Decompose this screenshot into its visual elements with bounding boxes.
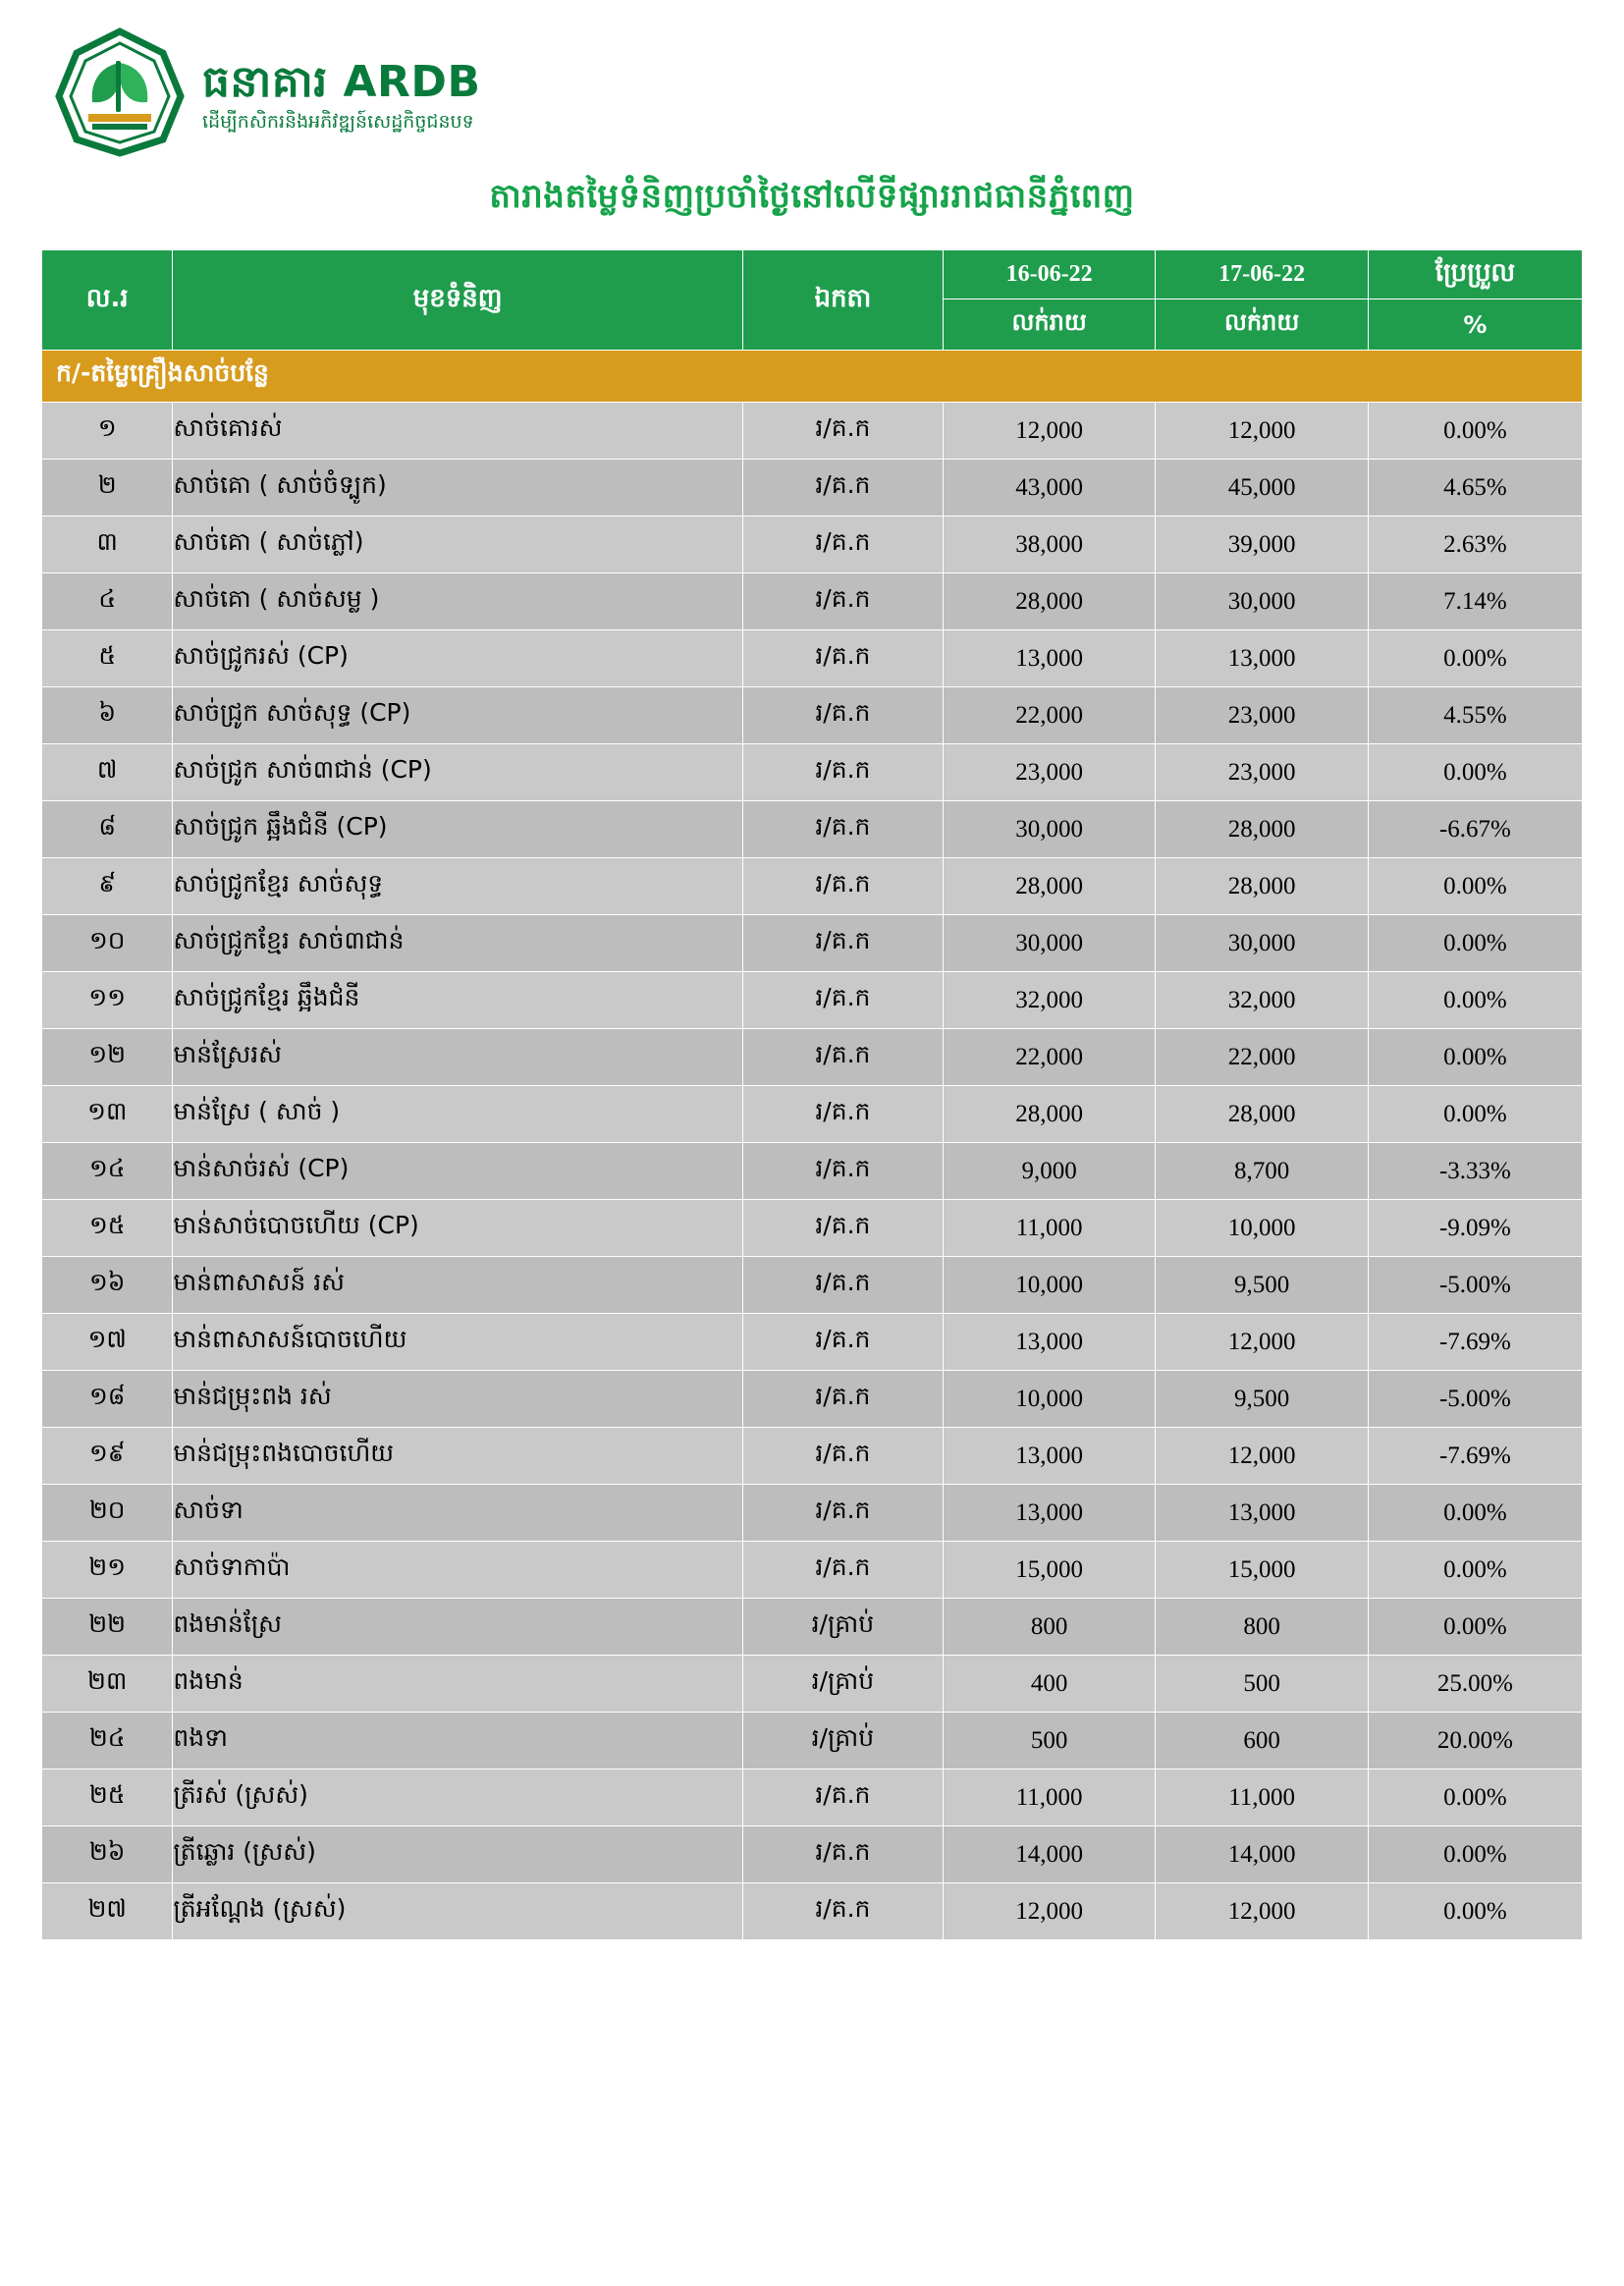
header-unit: ឯកតា <box>742 250 943 351</box>
cell-d2: 13,000 <box>1156 630 1369 687</box>
table-row <box>42 1713 1583 1769</box>
cell-no: ២៣ <box>42 1656 173 1713</box>
cell-item: សាច់ជ្រូក សាច់សុទ្ធ (CP) <box>173 687 743 744</box>
cell-chg: -5.00% <box>1368 1371 1582 1428</box>
cell-d1: 9,000 <box>943 1143 1156 1200</box>
table-row <box>42 1257 1583 1314</box>
cell-d2: 22,000 <box>1156 1029 1369 1086</box>
table-row <box>42 1485 1583 1542</box>
table-row <box>42 801 1583 858</box>
cell-d1: 13,000 <box>943 630 1156 687</box>
cell-d1: 12,000 <box>943 403 1156 460</box>
cell-item: សាច់ជ្រូកខ្មែរ សាច់សុទ្ធ <box>173 858 743 915</box>
cell-d2: 28,000 <box>1156 1086 1369 1143</box>
document-header <box>41 27 1583 157</box>
cell-no: ១០ <box>42 915 173 972</box>
cell-d1: 400 <box>943 1656 1156 1713</box>
cell-unit: រ/គ.ក <box>742 1029 943 1086</box>
cell-item: សាច់គោ ( សាច់ភ្លៅ) <box>173 517 743 573</box>
table-row <box>42 1428 1583 1485</box>
cell-d1: 11,000 <box>943 1769 1156 1826</box>
header-date-1: 16-06-22 <box>943 250 1156 299</box>
cell-unit: រ/គ.ក <box>742 403 943 460</box>
table-section-row <box>42 351 1583 403</box>
cell-no: ១៩ <box>42 1428 173 1485</box>
cell-item: ត្រីអណ្តែង (ស្រស់) <box>173 1883 743 1940</box>
cell-d2: 9,500 <box>1156 1371 1369 1428</box>
bank-leaf-logo-icon <box>55 27 185 157</box>
cell-no: ២០ <box>42 1485 173 1542</box>
cell-unit: រ/គ.ក <box>742 1257 943 1314</box>
cell-no: ៨ <box>42 801 173 858</box>
cell-item: មាន់ពាសាសន៍បោចហើយ <box>173 1314 743 1371</box>
cell-no: ២១ <box>42 1542 173 1599</box>
cell-no: ១ <box>42 403 173 460</box>
cell-unit: រ/គ.ក <box>742 1883 943 1940</box>
header-no: ល.រ <box>42 250 173 351</box>
cell-chg: 0.00% <box>1368 1769 1582 1826</box>
cell-no: ២៧ <box>42 1883 173 1940</box>
cell-no: ២ <box>42 460 173 517</box>
table-row <box>42 1826 1583 1883</box>
cell-d1: 30,000 <box>943 801 1156 858</box>
cell-d2: 23,000 <box>1156 687 1369 744</box>
cell-item: ពងទា <box>173 1713 743 1769</box>
table-row <box>42 517 1583 573</box>
cell-d2: 28,000 <box>1156 858 1369 915</box>
cell-chg: 4.55% <box>1368 687 1582 744</box>
cell-d1: 28,000 <box>943 573 1156 630</box>
cell-no: ៤ <box>42 573 173 630</box>
cell-no: ៩ <box>42 858 173 915</box>
table-row <box>42 744 1583 801</box>
cell-unit: រ/គ.ក <box>742 687 943 744</box>
cell-no: ១១ <box>42 972 173 1029</box>
cell-d1: 500 <box>943 1713 1156 1769</box>
cell-unit: រ/គ.ក <box>742 1143 943 1200</box>
cell-d1: 28,000 <box>943 858 1156 915</box>
cell-no: ១២ <box>42 1029 173 1086</box>
cell-no: ២២ <box>42 1599 173 1656</box>
cell-no: ១៧ <box>42 1314 173 1371</box>
cell-d1: 43,000 <box>943 460 1156 517</box>
table-row <box>42 1883 1583 1940</box>
cell-chg: 20.00% <box>1368 1713 1582 1769</box>
cell-no: ២៤ <box>42 1713 173 1769</box>
cell-chg: 0.00% <box>1368 972 1582 1029</box>
cell-d1: 22,000 <box>943 687 1156 744</box>
header-change: ប្រែប្រួល <box>1368 250 1582 299</box>
table-row <box>42 972 1583 1029</box>
cell-d2: 30,000 <box>1156 573 1369 630</box>
cell-unit: រ/គ្រាប់ <box>742 1599 943 1656</box>
cell-d2: 8,700 <box>1156 1143 1369 1200</box>
cell-chg: 0.00% <box>1368 1029 1582 1086</box>
cell-d2: 500 <box>1156 1656 1369 1713</box>
table-section-label: ក/-តម្លៃគ្រឿងសាច់បន្លែ <box>42 351 1583 403</box>
brand-name: ធនាគារ ARDB <box>202 57 481 108</box>
cell-chg: 4.65% <box>1368 460 1582 517</box>
table-row <box>42 403 1583 460</box>
cell-no: ១៣ <box>42 1086 173 1143</box>
table-row <box>42 1200 1583 1257</box>
cell-d2: 39,000 <box>1156 517 1369 573</box>
cell-item: ពងមាន់ <box>173 1656 743 1713</box>
page-title: តារាងតម្លៃទំនិញប្រចាំថ្ងៃនៅលើទីផ្សាររាជធានីភ្នំពេញ <box>489 177 1135 216</box>
cell-chg: 25.00% <box>1368 1656 1582 1713</box>
cell-unit: រ/គ.ក <box>742 1826 943 1883</box>
price-table <box>41 249 1583 1940</box>
cell-item: សាច់ទា <box>173 1485 743 1542</box>
cell-no: ២៥ <box>42 1769 173 1826</box>
cell-d2: 28,000 <box>1156 801 1369 858</box>
cell-d2: 23,000 <box>1156 744 1369 801</box>
cell-chg: 0.00% <box>1368 1542 1582 1599</box>
cell-item: មាន់ជម្រុះពង រស់ <box>173 1371 743 1428</box>
header-sub-1: លក់រាយ <box>943 299 1156 351</box>
cell-d1: 12,000 <box>943 1883 1156 1940</box>
table-row <box>42 573 1583 630</box>
table-row <box>42 1599 1583 1656</box>
cell-d2: 12,000 <box>1156 1314 1369 1371</box>
cell-d1: 22,000 <box>943 1029 1156 1086</box>
cell-d1: 32,000 <box>943 972 1156 1029</box>
cell-d2: 12,000 <box>1156 1428 1369 1485</box>
cell-unit: រ/គ.ក <box>742 573 943 630</box>
table-row <box>42 1656 1583 1713</box>
cell-d1: 13,000 <box>943 1485 1156 1542</box>
cell-chg: 0.00% <box>1368 1485 1582 1542</box>
cell-d2: 800 <box>1156 1599 1369 1656</box>
cell-item: មាន់ស្រែរស់ <box>173 1029 743 1086</box>
table-body <box>42 351 1583 1940</box>
cell-d1: 38,000 <box>943 517 1156 573</box>
cell-no: ១៤ <box>42 1143 173 1200</box>
header-date-2: 17-06-22 <box>1156 250 1369 299</box>
cell-chg: 0.00% <box>1368 858 1582 915</box>
cell-unit: រ/គ.ក <box>742 915 943 972</box>
cell-chg: -7.69% <box>1368 1314 1582 1371</box>
cell-chg: 0.00% <box>1368 1086 1582 1143</box>
cell-chg: 0.00% <box>1368 1599 1582 1656</box>
cell-chg: -7.69% <box>1368 1428 1582 1485</box>
cell-d2: 30,000 <box>1156 915 1369 972</box>
cell-unit: រ/គ.ក <box>742 1314 943 1371</box>
cell-d1: 13,000 <box>943 1314 1156 1371</box>
cell-item: មាន់ស្រែ ( សាច់ ) <box>173 1086 743 1143</box>
table-row <box>42 1371 1583 1428</box>
table-row <box>42 915 1583 972</box>
cell-chg: -5.00% <box>1368 1257 1582 1314</box>
table-row <box>42 1314 1583 1371</box>
cell-unit: រ/គ.ក <box>742 858 943 915</box>
cell-item: សាច់ជ្រូកខ្មែរ សាច់៣ជាន់ <box>173 915 743 972</box>
cell-unit: រ/គ.ក <box>742 972 943 1029</box>
cell-unit: រ/គ.ក <box>742 460 943 517</box>
header-sub-2: លក់រាយ <box>1156 299 1369 351</box>
cell-d1: 14,000 <box>943 1826 1156 1883</box>
cell-chg: 0.00% <box>1368 915 1582 972</box>
header-percent: % <box>1368 299 1582 351</box>
cell-item: ពងមាន់ស្រែ <box>173 1599 743 1656</box>
cell-item: សាច់គោ ( សាច់សម្ល ) <box>173 573 743 630</box>
cell-item: មាន់សាច់បោចហើយ (CP) <box>173 1200 743 1257</box>
cell-unit: រ/គ.ក <box>742 1485 943 1542</box>
cell-item: ត្រីរស់ (ស្រស់) <box>173 1769 743 1826</box>
cell-d1: 11,000 <box>943 1200 1156 1257</box>
cell-unit: រ/គ.ក <box>742 517 943 573</box>
cell-chg: -3.33% <box>1368 1143 1582 1200</box>
cell-unit: រ/គ.ក <box>742 801 943 858</box>
cell-d2: 14,000 <box>1156 1826 1369 1883</box>
cell-unit: រ/គ.ក <box>742 1769 943 1826</box>
table-row <box>42 858 1583 915</box>
cell-item: សាច់ជ្រូក សាច់៣ជាន់ (CP) <box>173 744 743 801</box>
cell-item: សាច់គោរស់ <box>173 403 743 460</box>
cell-unit: រ/គ.ក <box>742 1200 943 1257</box>
cell-no: ១៦ <box>42 1257 173 1314</box>
cell-item: សាច់ទាកាប៉ា <box>173 1542 743 1599</box>
table-row <box>42 1086 1583 1143</box>
cell-unit: រ/គ.ក <box>742 630 943 687</box>
cell-chg: 0.00% <box>1368 630 1582 687</box>
cell-chg: -9.09% <box>1368 1200 1582 1257</box>
cell-d1: 28,000 <box>943 1086 1156 1143</box>
cell-unit: រ/គ.ក <box>742 1086 943 1143</box>
header-item: មុខទំនិញ <box>173 250 743 351</box>
cell-item: សាច់ជ្រូករស់ (CP) <box>173 630 743 687</box>
cell-chg: 0.00% <box>1368 403 1582 460</box>
cell-unit: រ/គ្រាប់ <box>742 1656 943 1713</box>
cell-d2: 15,000 <box>1156 1542 1369 1599</box>
cell-d1: 10,000 <box>943 1257 1156 1314</box>
cell-d2: 600 <box>1156 1713 1369 1769</box>
cell-d2: 10,000 <box>1156 1200 1369 1257</box>
cell-d1: 30,000 <box>943 915 1156 972</box>
cell-no: ២៦ <box>42 1826 173 1883</box>
cell-unit: រ/គ.ក <box>742 1428 943 1485</box>
brand-text-block <box>202 51 481 133</box>
table-row <box>42 630 1583 687</box>
cell-chg: -6.67% <box>1368 801 1582 858</box>
cell-d1: 23,000 <box>943 744 1156 801</box>
cell-item: មាន់ពាសាសន៍ រស់ <box>173 1257 743 1314</box>
cell-item: សាច់គោ ( សាច់ចំទ្បូក) <box>173 460 743 517</box>
cell-d1: 13,000 <box>943 1428 1156 1485</box>
cell-chg: 0.00% <box>1368 1826 1582 1883</box>
cell-chg: 7.14% <box>1368 573 1582 630</box>
cell-d2: 45,000 <box>1156 460 1369 517</box>
cell-item: មាន់ជម្រុះពងបោចហើយ <box>173 1428 743 1485</box>
cell-item: សាច់ជ្រូក ឆ្អឹងជំនី (CP) <box>173 801 743 858</box>
cell-d2: 13,000 <box>1156 1485 1369 1542</box>
cell-item: សាច់ជ្រូកខ្មែរ ឆ្អឹងជំនី <box>173 972 743 1029</box>
table-row <box>42 460 1583 517</box>
cell-no: ៣ <box>42 517 173 573</box>
cell-no: ១៥ <box>42 1200 173 1257</box>
brand-tagline: ដើម្បីកសិករនិងអភិវឌ្ឍន៍សេដ្ឋកិច្ចជនបទ <box>202 110 474 133</box>
table-row <box>42 1769 1583 1826</box>
table-row <box>42 1029 1583 1086</box>
cell-d2: 9,500 <box>1156 1257 1369 1314</box>
table-row <box>42 687 1583 744</box>
table-row <box>42 1143 1583 1200</box>
cell-no: ៥ <box>42 630 173 687</box>
cell-d2: 11,000 <box>1156 1769 1369 1826</box>
cell-d2: 32,000 <box>1156 972 1369 1029</box>
cell-unit: រ/គ.ក <box>742 744 943 801</box>
cell-no: ៧ <box>42 744 173 801</box>
cell-unit: រ/គ.ក <box>742 1371 943 1428</box>
cell-d1: 15,000 <box>943 1542 1156 1599</box>
table-header <box>42 250 1583 351</box>
cell-chg: 0.00% <box>1368 744 1582 801</box>
cell-chg: 0.00% <box>1368 1883 1582 1940</box>
cell-unit: រ/គ.ក <box>742 1542 943 1599</box>
cell-chg: 2.63% <box>1368 517 1582 573</box>
cell-d2: 12,000 <box>1156 403 1369 460</box>
cell-d1: 800 <box>943 1599 1156 1656</box>
cell-no: ១៨ <box>42 1371 173 1428</box>
cell-no: ៦ <box>42 687 173 744</box>
cell-d2: 12,000 <box>1156 1883 1369 1940</box>
cell-d1: 10,000 <box>943 1371 1156 1428</box>
table-row <box>42 1542 1583 1599</box>
cell-item: ត្រីឆ្លោរ (ស្រស់) <box>173 1826 743 1883</box>
cell-unit: រ/គ្រាប់ <box>742 1713 943 1769</box>
cell-item: មាន់សាច់រស់ (CP) <box>173 1143 743 1200</box>
